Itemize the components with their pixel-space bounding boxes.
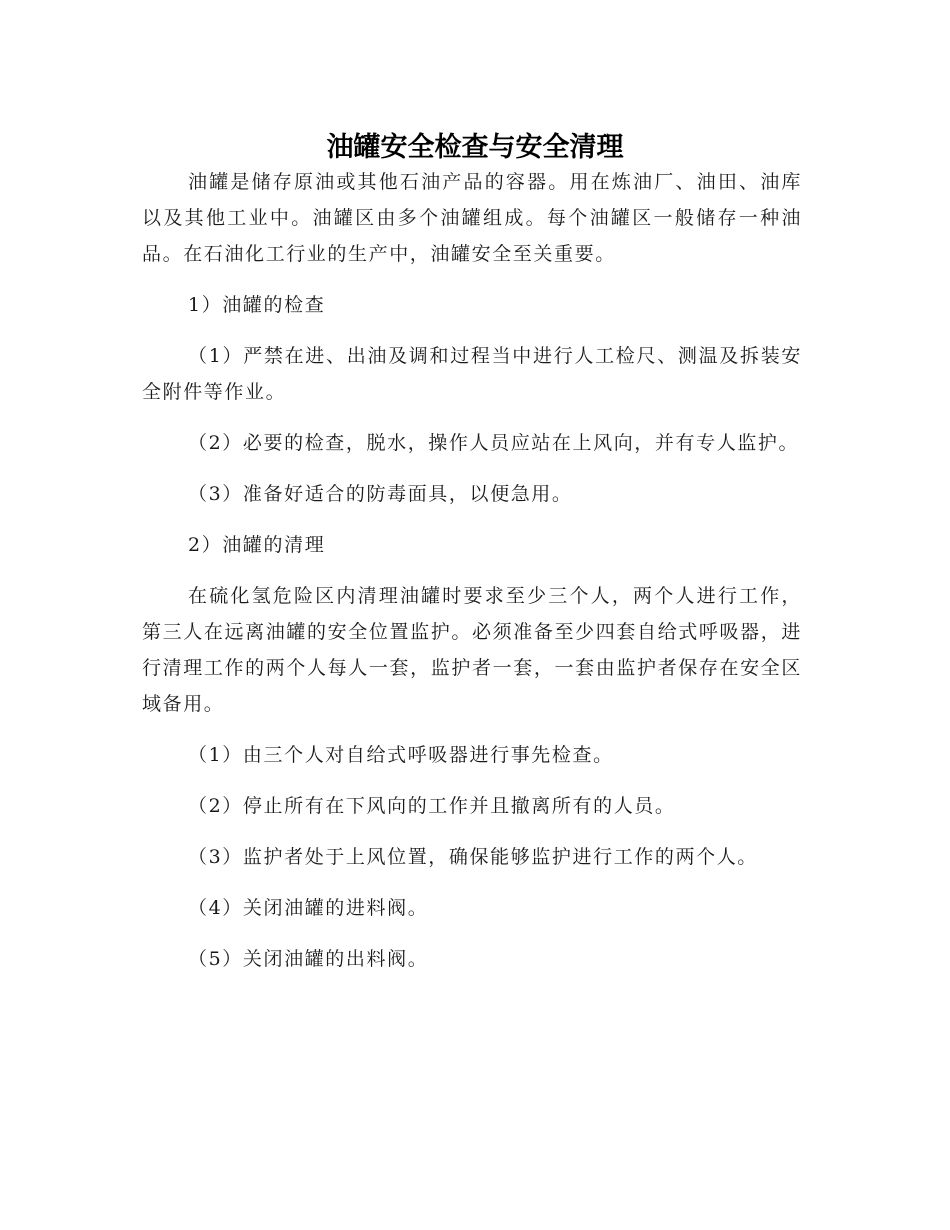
inspection-item-2: （2）必要的检查，脱水，操作人员应站在上风向，并有专人监护。 xyxy=(188,432,800,454)
section-heading-cleaning: 2）油罐的清理 xyxy=(188,534,326,556)
cleaning-item-1: （1）由三个人对自给式呼吸器进行事先检查。 xyxy=(188,744,614,766)
inspection-item-1: （1）严禁在进、出油及调和过程当中进行人工检尺、测温及拆装安全附件等作业。 xyxy=(142,345,802,403)
cleaning-item-2: （2）停止所有在下风向的工作并且撤离所有的人员。 xyxy=(188,795,676,817)
inspection-item-3: （3）准备好适合的防毒面具，以便急用。 xyxy=(188,483,573,505)
document-title: 油罐安全检查与安全清理 xyxy=(326,132,624,164)
cleaning-item-4: （4）关闭油罐的进料阀。 xyxy=(188,897,429,919)
cleaning-item-5: （5）关闭油罐的出料阀。 xyxy=(188,948,429,970)
cleaning-item-3: （3）监护者处于上风位置，确保能够监护进行工作的两个人。 xyxy=(188,846,758,868)
cleaning-intro-paragraph: 在硫化氢危险区内清理油罐时要求至少三个人，两个人进行工作，第三人在远离油罐的安全位置监护。必须准备至少四套自给式呼吸器，进行清理工作的两个人每人一套，监护者一套，一套由监护者保存在安全区域备用。 xyxy=(142,585,802,715)
intro-paragraph: 油罐是储存原油或其他石油产品的容器。用在炼油厂、油田、油库以及其他工业中。油罐区由多个油罐组成。每个油罐区一般储存一种油品。在石油化工行业的生产中，油罐安全至关重要。 xyxy=(142,171,802,265)
document-body xyxy=(142,164,802,977)
section-heading-inspection: 1）油罐的检查 xyxy=(188,294,326,316)
